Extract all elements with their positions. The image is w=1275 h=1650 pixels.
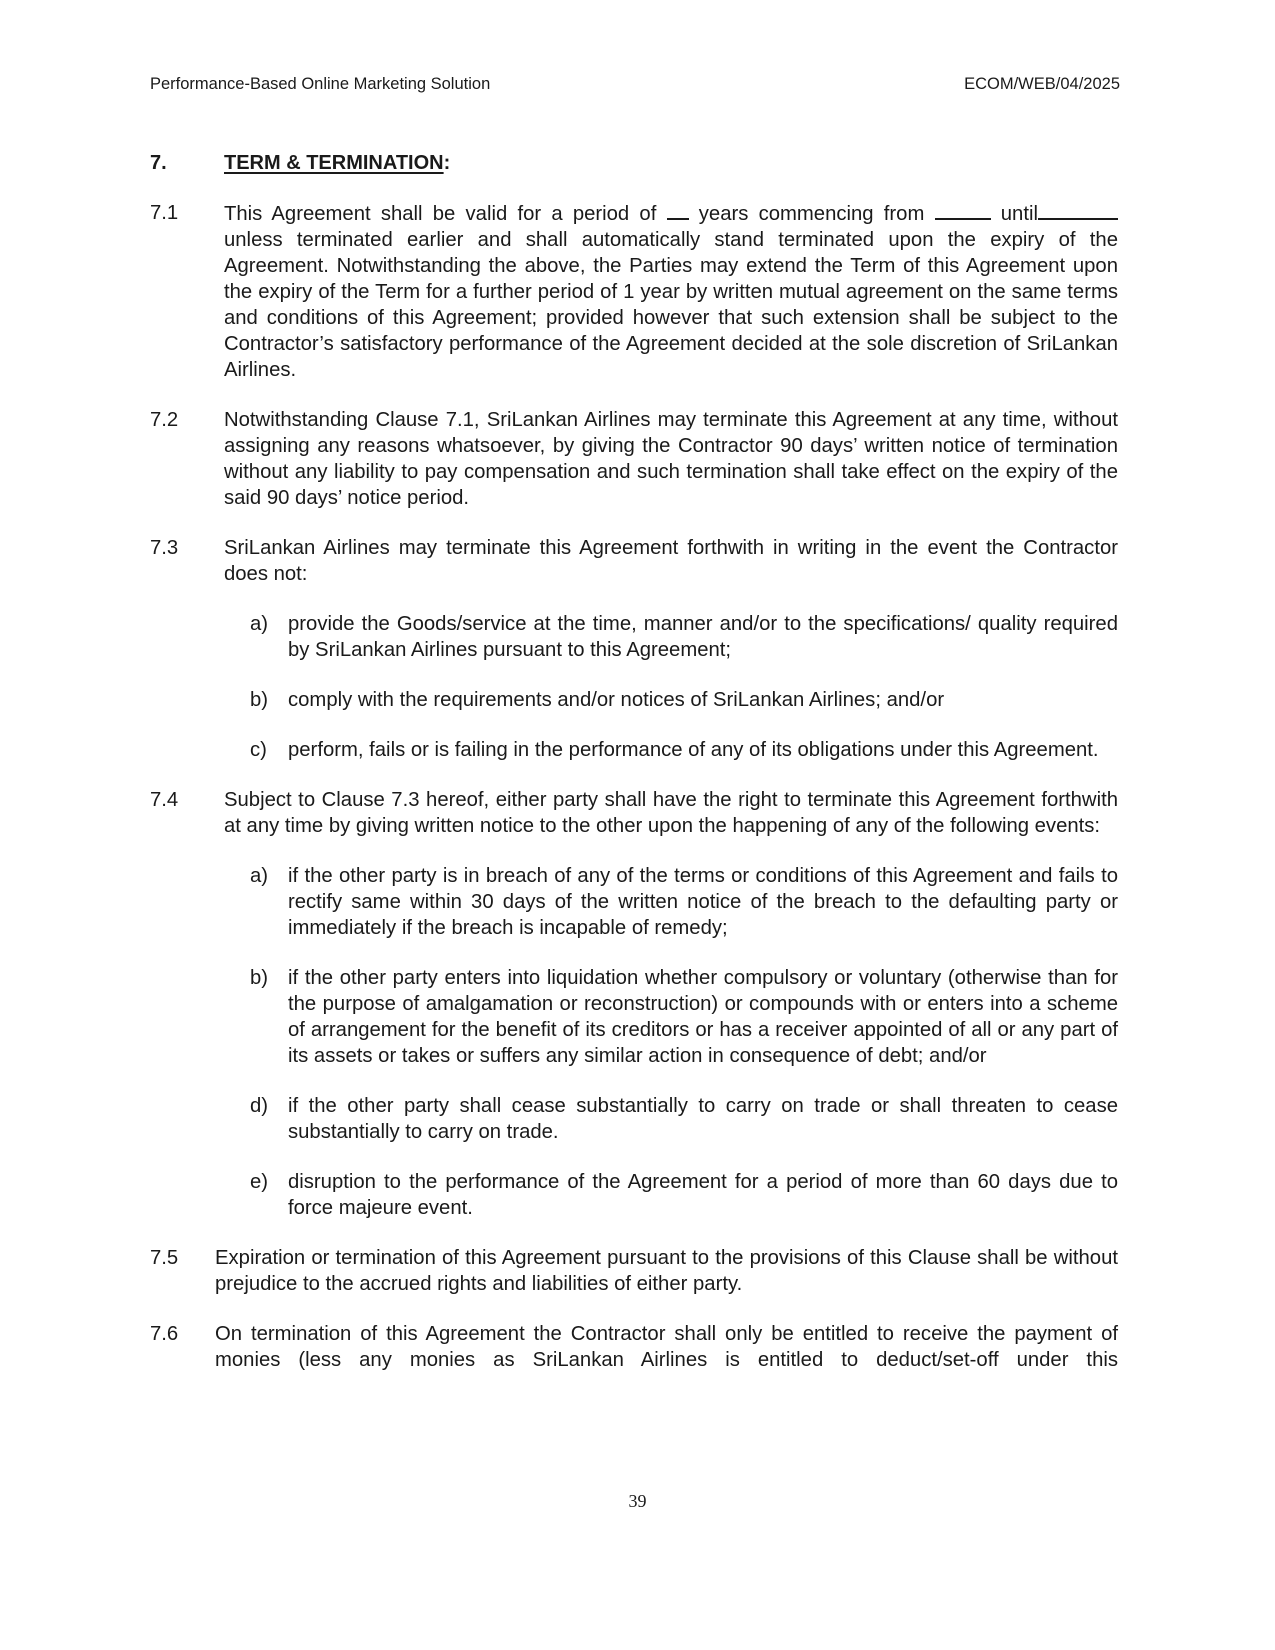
clause-text: Expiration or termination of this Agreement pursuant to the provisions of this Clause shall be without prejudice to the accrued rights and liabilities of either party. — [215, 1247, 1118, 1295]
clause-7-4 — [150, 787, 1118, 839]
list-item — [250, 687, 1118, 713]
clause-number: 7.6 — [150, 1323, 179, 1345]
list-item-label: c) — [250, 739, 267, 761]
blank-start-date-field[interactable] — [935, 200, 991, 220]
header-reference-number: ECOM/WEB/04/2025 — [964, 75, 1120, 93]
list-item-label: b) — [250, 689, 269, 711]
clause-number: 7.1 — [150, 202, 179, 224]
list-item-label: a) — [250, 865, 269, 887]
list-item-text: comply with the requirements and/or notices of SriLankan Airlines; and/or — [288, 689, 945, 711]
list-item — [250, 1169, 1118, 1221]
clause-text: Notwithstanding Clause 7.1, SriLankan Airlines may terminate this Agreement at any time, without assigning any reasons whatsoever, by giving the Contractor 90 days’ written notice of termination without any liability to pay compensation and such termination shall take effect on the expiry of the said 90 days’ notice period. — [224, 409, 1118, 509]
section-title-colon: : — [443, 152, 451, 174]
list-item-text: if the other party enters into liquidation whether compulsory or voluntary (otherwise than for the purpose of amalgamation or reconstruction) or compounds with or enters into a scheme of arrangement for the benefit of its creditors or has a receiver appointed of all or any part of its assets or takes or suffers any similar action in consequence of debt; and/or — [288, 967, 1118, 1067]
list-item-text: provide the Goods/service at the time, manner and/or to the specifications/ quality required by SriLankan Airlines pursuant to this Agreement; — [288, 613, 1118, 661]
clause-number: 7.2 — [150, 409, 179, 431]
clause-text-part: years commencing from — [698, 203, 925, 225]
clause-7-2 — [150, 407, 1118, 511]
clause-7-1 — [150, 200, 1118, 383]
clause-text: SriLankan Airlines may terminate this Agreement forthwith in writing in the event the Contractor does not: — [224, 537, 1118, 585]
header-document-title: Performance-Based Online Marketing Solution — [150, 75, 491, 93]
blank-end-date-field[interactable] — [1038, 200, 1118, 220]
list-item-text: perform, fails or is failing in the performance of any of its obligations under this Agreement. — [288, 739, 1099, 761]
list-item — [250, 611, 1118, 663]
page-number: 39 — [628, 1491, 647, 1511]
clause-text-part: unless terminated earlier and shall automatically stand terminated upon the expiry of the Agreement. Notwithstanding the above, the Parties may extend the Term of this Agreement upon the expiry of the Term for a further period of 1 year by written mutual agreement on the same terms and conditions of this Agreement; provided however that such extension shall be subject to the Contractor’s satisfactory performance of the Agreement decided at the sole discretion of SriLankan Airlines. — [224, 229, 1118, 381]
list-item-label: a) — [250, 613, 269, 635]
clause-number: 7.4 — [150, 789, 179, 811]
section-heading — [150, 151, 450, 175]
list-item — [250, 965, 1118, 1069]
list-item-label: d) — [250, 1095, 269, 1117]
section-number: 7. — [150, 152, 167, 174]
clause-7-3 — [150, 535, 1118, 587]
list-item-text: disruption to the performance of the Agreement for a period of more than 60 days due to force majeure event. — [288, 1171, 1118, 1219]
list-item-label: b) — [250, 967, 269, 989]
clause-text-part: until — [1000, 203, 1038, 225]
list-item — [250, 737, 1118, 763]
clause-7-3-sublist — [150, 611, 1118, 763]
clause-number: 7.3 — [150, 537, 179, 559]
list-item — [250, 863, 1118, 941]
clause-text: On termination of this Agreement the Contractor shall only be entitled to receive the payment of monies (less any monies as SriLankan Airlines is entitled to deduct/set-off under this — [215, 1323, 1118, 1371]
list-item-text: if the other party shall cease substantially to carry on trade or shall threaten to cease substantially to carry on trade. — [288, 1095, 1118, 1143]
list-item-label: e) — [250, 1171, 269, 1193]
clause-7-5 — [150, 1245, 1118, 1297]
blank-years-field[interactable] — [667, 200, 689, 220]
document-body — [150, 200, 1118, 1397]
clause-text — [224, 200, 1118, 383]
clause-text-part: This Agreement shall be valid for a period of — [224, 203, 657, 225]
clause-text: Subject to Clause 7.3 hereof, either party shall have the right to terminate this Agreement forthwith at any time by giving written notice to the other upon the happening of any of the following events: — [224, 789, 1118, 837]
clause-7-4-sublist — [150, 863, 1118, 1221]
clause-7-6 — [150, 1321, 1118, 1373]
clause-number: 7.5 — [150, 1247, 179, 1269]
list-item-text: if the other party is in breach of any of the terms or conditions of this Agreement and fails to rectify same within 30 days of the written notice of the breach to the defaulting party or immediately if the breach is incapable of remedy; — [288, 865, 1118, 939]
list-item — [250, 1093, 1118, 1145]
section-title: TERM & TERMINATION — [224, 152, 444, 174]
